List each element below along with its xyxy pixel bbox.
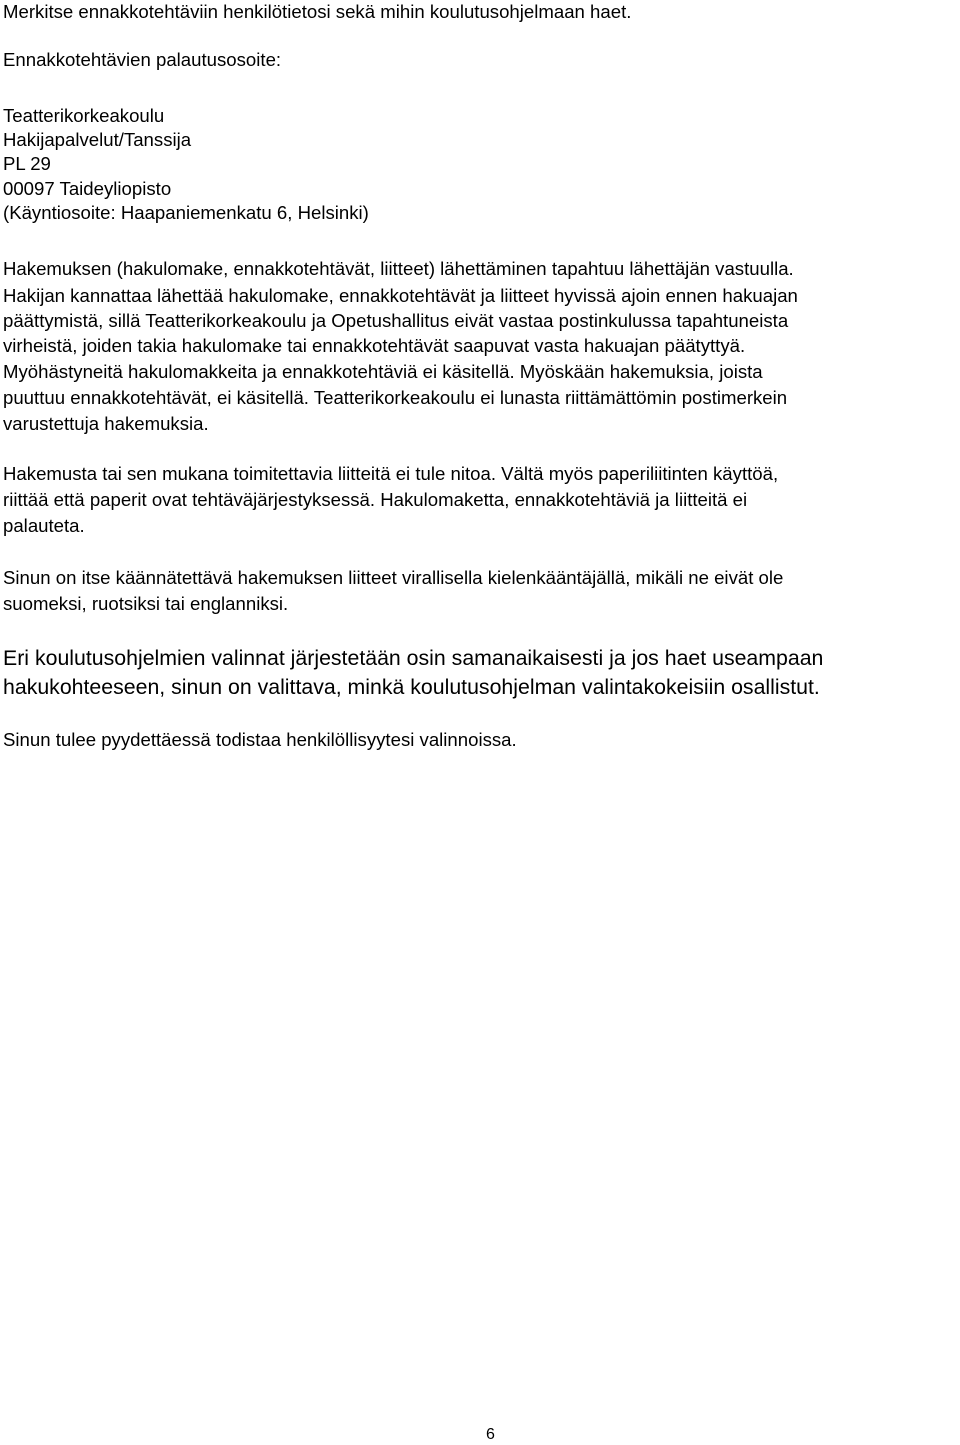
paragraph-line: varustettuja hakemuksia. xyxy=(3,413,209,434)
address-heading: Ennakkotehtävien palautusosoite: xyxy=(3,49,282,70)
paragraph-line: palauteta. xyxy=(3,515,85,536)
paragraph-line: puuttuu ennakkotehtävät, ei käsitellä. Teatterikorkeakoulu ei lunasta riittämättömin postimerkein xyxy=(3,387,788,408)
paragraph-identification: Sinun tulee pyydettäessä todistaa henkilöllisyytesi valinnoissa. xyxy=(3,729,517,750)
paragraph-line: Sinun on itse käännätettävä hakemuksen liitteet virallisella kielenkääntäjällä, mikäli ne eivät ole xyxy=(3,567,784,588)
paragraph-line: Hakemusta tai sen mukana toimitettavia liitteitä ei tule nitoa. Vältä myös paperiliitinten käyttöä, xyxy=(3,463,779,484)
paragraph-line: Eri koulutusohjelmien valinnat järjestetään osin samanaikaisesti ja jos haet useampaan xyxy=(3,646,824,670)
address-line: Hakijapalvelut/Tanssija xyxy=(3,129,192,150)
page-number: 6 xyxy=(486,1426,495,1443)
intro-text: Merkitse ennakkotehtäviin henkilötietosi sekä mihin koulutusohjelmaan haet. xyxy=(3,1,632,22)
paragraph-line: riittää että paperit ovat tehtäväjärjestyksessä. Hakulomaketta, ennakkotehtäviä ja liitteitä ei xyxy=(3,489,748,510)
address-line: PL 29 xyxy=(3,153,51,174)
address-line: 00097 Taideyliopisto xyxy=(3,178,172,199)
paragraph-line: suomeksi, ruotsiksi tai englanniksi. xyxy=(3,593,289,614)
paragraph-line: Myöhästyneitä hakulomakkeita ja ennakkotehtäviä ei käsitellä. Myöskään hakemuksia, joista xyxy=(3,361,763,382)
paragraph-line: päättymistä, sillä Teatterikorkeakoulu ja Opetushallitus eivät vastaa postinkulussa tapahtuneista xyxy=(3,310,789,331)
paragraph-line: Hakemuksen (hakulomake, ennakkotehtävät, liitteet) lähettäminen tapahtuu lähettäjän vastuulla. xyxy=(3,258,794,279)
address-line: Teatterikorkeakoulu xyxy=(3,105,165,126)
paragraph-line: virheistä, joiden takia hakulomake tai ennakkotehtävät saapuvat vasta hakuajan päätyttyä. xyxy=(3,335,746,356)
paragraph-line: Hakijan kannattaa lähettää hakulomake, ennakkotehtävät ja liitteet hyvissä ajoin ennen hakuajan xyxy=(3,285,798,306)
address-line: (Käyntiosoite: Haapaniemenkatu 6, Helsinki) xyxy=(3,202,369,223)
paragraph-line: hakukohteeseen, sinun on valittava, minkä koulutusohjelman valintakokeisiin osallistut. xyxy=(3,675,820,699)
